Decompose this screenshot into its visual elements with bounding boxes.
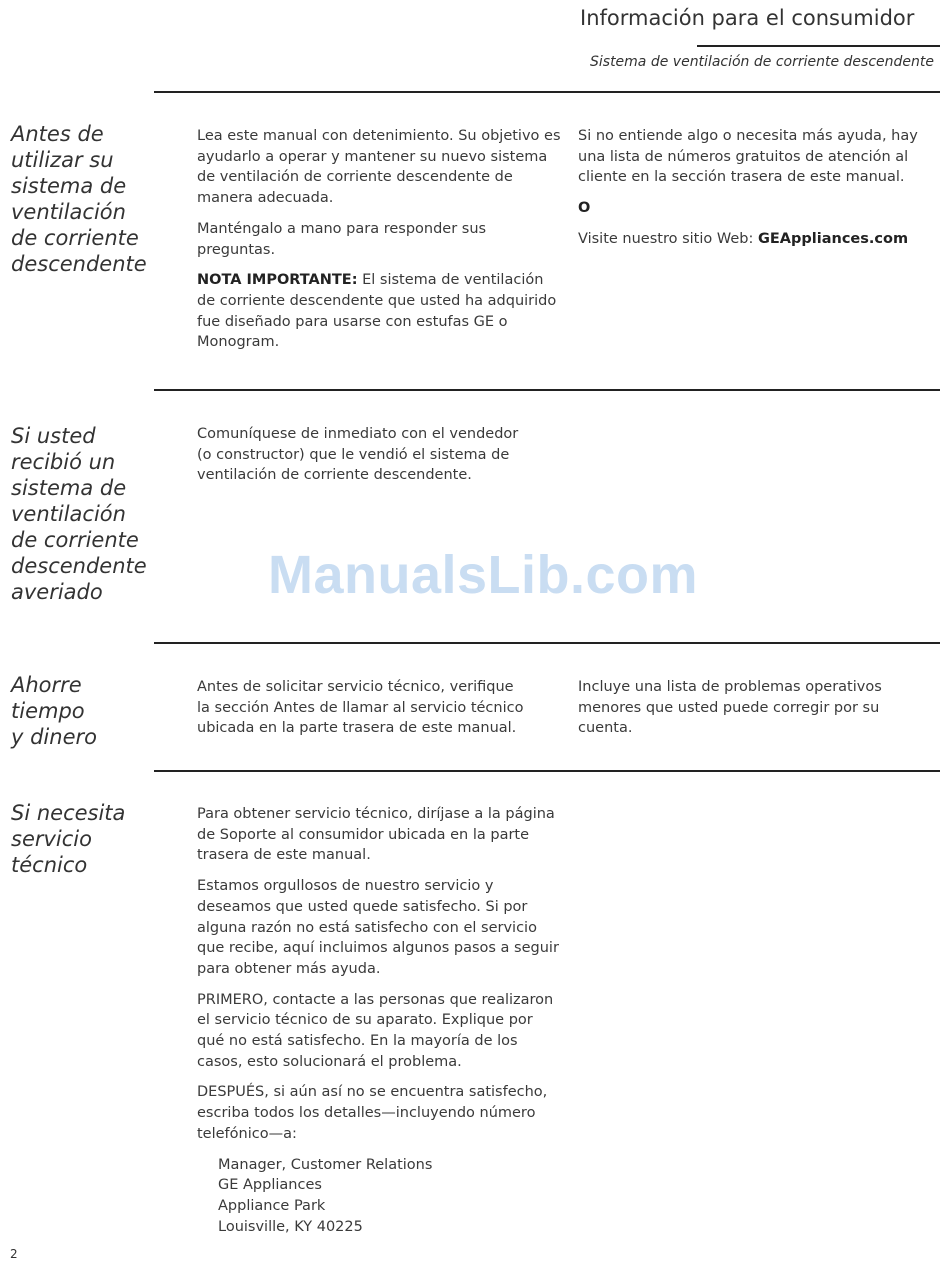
section-heading-ahorre-tiempo <box>11 672 151 750</box>
paragraph: Para obtener servicio técnico, diríjase a la página de Soporte al consumidor ubicada en la parte trasera de este manual. <box>197 806 555 864</box>
paragraph: Lea este manual con detenimiento. Su objetivo es ayudarlo a operar y mantener su nuevo sistema de ventilación de corriente descendente de manera adecuada. <box>197 128 561 207</box>
or-label: O <box>578 200 591 217</box>
important-note-label: NOTA IMPORTANTE: <box>197 272 358 289</box>
heading-line: de corriente <box>11 528 139 552</box>
heading-line: ventilación <box>11 200 126 224</box>
address-line: Appliance Park <box>218 1197 326 1214</box>
paragraph: Antes de solicitar servicio técnico, verifique la sección Antes de llamar al servicio técnico ubicada en la parte trasera de este manual. <box>197 679 524 737</box>
heading-line: Antes de <box>11 122 104 146</box>
paragraph: PRIMERO, contacte a las personas que realizaron el servicio técnico de su aparato. Explique por qué no está satisfecho. En la mayoría de los casos, esto solucionará el problema. <box>197 991 554 1070</box>
section-divider <box>154 389 940 391</box>
heading-line: técnico <box>11 853 88 877</box>
paragraph-website <box>578 229 928 250</box>
section-left-column <box>197 424 527 496</box>
paragraph: Manténgalo a mano para responder sus preguntas. <box>197 220 487 258</box>
heading-line: utilizar su <box>11 148 114 172</box>
header-rule <box>697 45 940 47</box>
heading-line: descendente <box>11 252 147 276</box>
heading-line: sistema de <box>11 174 127 198</box>
heading-line: recibió un <box>11 450 116 474</box>
paragraph: Comuníquese de inmediato con el vendedor (o constructor) que le vendió el sistema de ventilación de corriente descendente. <box>197 426 519 484</box>
address-line: Manager, Customer Relations <box>218 1156 433 1173</box>
heading-line: y dinero <box>11 725 97 749</box>
page-number: 2 <box>10 1247 18 1261</box>
section-left-column <box>197 677 527 749</box>
or-separator <box>578 198 928 219</box>
section-heading-si-usted-recibio <box>11 423 151 605</box>
paragraph: Incluye una lista de problemas operativos menores que usted puede corregir por su cuenta. <box>578 679 882 737</box>
header-title: Información para el consumidor <box>580 6 915 30</box>
website-link[interactable]: GEAppliances.com <box>757 230 909 247</box>
header-subtitle: Sistema de ventilación de corriente descendente <box>590 54 934 70</box>
section-divider <box>154 770 940 772</box>
section-left-column <box>197 126 562 363</box>
heading-line: ventilación <box>11 502 126 526</box>
mailing-address <box>197 1155 562 1238</box>
section-left-column <box>197 804 562 1237</box>
address-line: GE Appliances <box>218 1177 322 1194</box>
heading-line: Si necesita <box>11 801 126 825</box>
paragraph: Estamos orgullosos de nuestro servicio y deseamos que usted quede satisfecho. Si por alguna razón no está satisfecho con el servicio que recibe, aquí incluimos algunos pasos a seguir para obtener más ayuda. <box>197 878 559 977</box>
section-divider <box>154 91 940 93</box>
address-line: Louisville, KY 40225 <box>218 1218 363 1235</box>
paragraph: Si no entiende algo o necesita más ayuda, hay una lista de números gratuitos de atención al cliente en la sección trasera de este manual. <box>578 128 918 186</box>
watermark: ManualsLib.com <box>268 545 699 605</box>
heading-line: sistema de <box>11 476 127 500</box>
important-note-text: El sistema de ventilación de corriente descendente que usted ha adquirido fue diseñado para usarse con estufas GE o Monogram. <box>197 272 557 351</box>
heading-line: tiempo <box>11 699 85 723</box>
heading-line: averiado <box>11 580 103 604</box>
section-heading-si-necesita-servicio <box>11 800 151 878</box>
section-right-column <box>578 126 928 260</box>
paragraph: DESPUÉS, si aún así no se encuentra satisfecho, escriba todos los detalles—incluyendo número telefónico—a: <box>197 1084 548 1142</box>
heading-line: descendente <box>11 554 147 578</box>
section-heading-antes-de-utilizar <box>11 121 151 277</box>
section-right-column <box>578 677 898 749</box>
website-prefix: Visite nuestro sitio Web: <box>578 230 758 247</box>
section-divider <box>154 642 940 644</box>
heading-line: servicio <box>11 827 92 851</box>
heading-line: Ahorre <box>11 673 82 697</box>
paragraph-important-note <box>197 270 562 353</box>
heading-line: Si usted <box>11 424 96 448</box>
heading-line: de corriente <box>11 226 139 250</box>
